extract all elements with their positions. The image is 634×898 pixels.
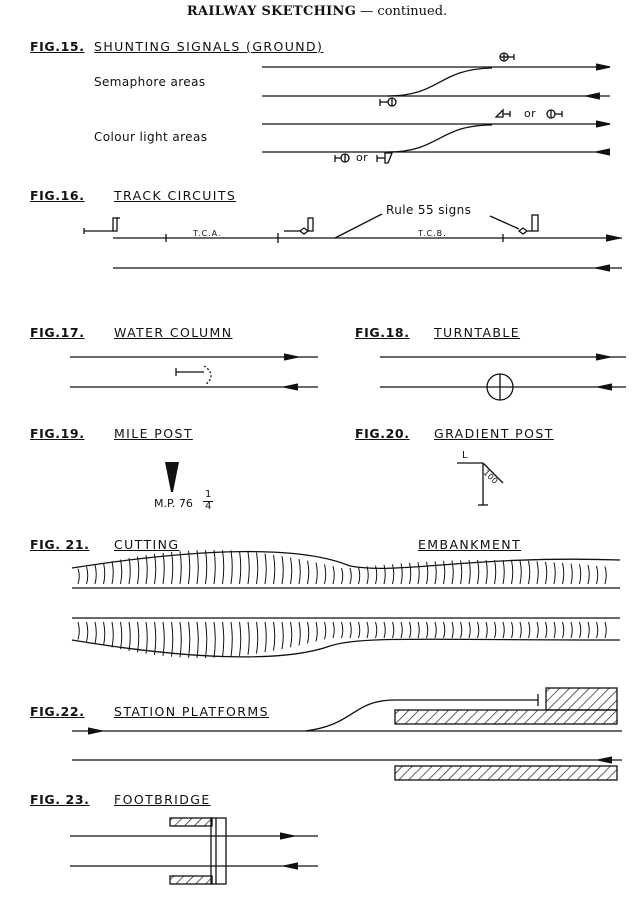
ground-signal-icon [380,98,396,106]
gradient-grade-label: 100 [481,468,500,487]
fig15-title: SHUNTING SIGNALS (GROUND) [94,39,324,54]
ground-signal-icon [500,53,514,61]
fig15-arrow-2 [586,93,600,99]
bank-hatch-stroke [265,622,266,652]
bank-hatch-stroke [376,566,377,584]
bank-hatch-stroke [478,560,479,584]
fig20-number: FIG.20. [355,426,410,441]
bank-hatch-stroke [231,551,232,584]
bank-hatch-stroke [121,560,122,584]
platform-lower [395,766,617,780]
bank-hatch-stroke [571,564,572,584]
bank-hatch-stroke [172,552,173,584]
bank-hatch-stroke [435,561,436,584]
bank-hatch-stroke [138,622,139,652]
bank-hatch-stroke [121,622,122,649]
fig16-signal-mid [284,218,313,234]
bank-hatch-stroke [546,562,547,584]
bank-hatch-stroke [325,564,326,584]
fig16-number: FIG.16. [30,188,85,203]
bank-hatch-stroke [155,622,156,655]
fig22-number: FIG.22. [30,704,85,719]
bank-hatch-stroke [401,564,402,584]
bank-hatch-stroke [129,558,130,584]
embankment-hatching-top [78,550,606,584]
bank-hatch-stroke [333,622,334,638]
mile-post-frac-den: 4 [205,501,212,512]
bank-hatch-stroke [138,557,139,584]
bank-hatch-stroke [469,622,470,638]
ground-signal-icon [335,154,349,162]
bank-hatch-stroke [495,560,496,584]
bank-hatch-stroke [580,622,581,638]
bank-hatch-stroke [206,622,207,658]
fig18-diagram [380,354,626,400]
fig15-diagram [262,53,610,163]
bank-hatch-stroke [248,552,249,584]
fig16-tca-label: T.C.A. [193,229,222,238]
fig17-arrow-1 [284,354,298,360]
fig16-arrow-1 [606,235,620,241]
bank-hatch-stroke [112,622,113,647]
bank-hatch-stroke [163,622,164,656]
bank-hatch-stroke [299,559,300,584]
bank-hatch-stroke [529,561,530,584]
fig19-title: MILE POST [114,426,193,441]
mile-post-frac-num: 1 [205,489,212,500]
bank-hatch-stroke [495,622,496,638]
bank-hatch-stroke [282,622,283,649]
bank-hatch-stroke [87,622,88,642]
bank-hatch-stroke [197,550,198,584]
fig21-cutting-title: CUTTING [114,537,180,552]
bank-hatch-stroke [444,622,445,638]
bank-hatch-stroke [563,622,564,638]
fig15-or-bottom: or [356,151,369,164]
bank-hatch-stroke [512,622,513,638]
bank-hatch-stroke [172,622,173,657]
bank-hatch-stroke [78,622,79,639]
bank-hatch-stroke [376,622,377,638]
fig18-arrow-1 [596,354,610,360]
bank-hatch-stroke [418,622,419,638]
bank-hatch-stroke [333,566,334,584]
bank-hatch-stroke [146,555,147,584]
bank-hatch-stroke [308,561,309,584]
bank-hatch-stroke [282,556,283,584]
footbridge-icon [170,818,226,884]
bank-hatch-stroke [605,622,606,638]
bank-hatch-stroke [342,568,343,584]
gradient-level-label: L [462,450,468,461]
platform-upper [395,710,617,724]
bank-hatch-stroke [350,568,351,584]
fig23-title: FOOTBRIDGE [114,792,211,807]
bank-hatch-stroke [350,622,351,638]
fig23-arrow-2 [284,863,298,869]
bank-hatch-stroke [418,562,419,584]
bank-hatch-stroke [444,561,445,584]
bank-hatch-stroke [359,567,360,584]
bank-hatch-stroke [163,553,164,584]
fig16-arrow-2 [596,265,610,271]
fig17-number: FIG.17. [30,325,85,340]
fig23-diagram [70,818,318,884]
bank-hatch-stroke [78,569,79,584]
water-column-icon [176,366,211,384]
fig15-arrow-3 [596,121,610,127]
bank-hatch-stroke [537,622,538,638]
fig17-diagram [70,354,318,390]
header-suffix: — continued. [360,4,448,19]
fig15-arrow-4 [596,149,610,155]
bank-hatch-stroke [410,622,411,638]
mile-post-icon [165,462,179,492]
fig15-number: FIG.15. [30,39,85,54]
bank-hatch-stroke [155,554,156,584]
fig22-arrow-1 [88,728,102,734]
fig16-title: TRACK CIRCUITS [114,188,237,203]
bank-hatch-stroke [401,622,402,638]
bank-hatch-stroke [461,560,462,584]
bank-hatch-stroke [112,561,113,584]
bank-hatch-stroke [503,560,504,584]
bank-hatch-stroke [87,567,88,584]
fig15-crossover-1 [388,68,492,96]
bank-hatch-stroke [605,567,606,584]
bank-hatch-stroke [257,553,258,584]
fig15-semaphore-label: Semaphore areas [94,75,206,89]
bank-hatch-stroke [393,564,394,584]
fig23-number: FIG. 23. [30,792,90,807]
bank-hatch-stroke [325,622,326,639]
bank-hatch-stroke [129,622,130,651]
bank-hatch-stroke [452,561,453,584]
bank-hatch-stroke [478,622,479,638]
fig20-title: GRADIENT POST [434,426,554,441]
bank-hatch-stroke [214,550,215,584]
bank-hatch-stroke [189,551,190,584]
ground-signal-icon [496,110,510,117]
bank-hatch-stroke [486,560,487,584]
fig16-rule-pointer-left [335,214,382,238]
bank-hatch-stroke [427,622,428,638]
fig23-arrow-1 [280,833,294,839]
ground-signal-icon [547,110,562,118]
fig18-title: TURNTABLE [434,325,521,340]
bank-hatch-stroke [291,558,292,584]
bank-hatch-stroke [214,622,215,658]
bank-hatch-stroke [427,562,428,584]
bank-hatch-stroke [308,622,309,643]
bank-hatch-stroke [223,550,224,584]
fig21-number: FIG. 21. [30,537,90,552]
fig16-rule-label: Rule 55 signs [386,203,472,217]
bank-hatch-stroke [580,564,581,584]
bank-hatch-stroke [503,622,504,638]
fig15-or-top: or [524,107,537,120]
bank-hatch-stroke [206,550,207,584]
bank-hatch-stroke [104,563,105,584]
bank-hatch-stroke [231,622,232,657]
fig18-number: FIG.18. [355,325,410,340]
bank-hatch-stroke [95,565,96,584]
bank-hatch-stroke [512,560,513,584]
fig18-arrow-2 [598,384,612,390]
bank-hatch-stroke [248,622,249,655]
fig16-rule-pointer-right [490,216,519,229]
fig22-title: STATION PLATFORMS [114,704,269,719]
bank-hatch-stroke [554,622,555,638]
bank-hatch-stroke [435,622,436,638]
fig16-signal-left [84,218,120,234]
bank-hatch-stroke [597,566,598,584]
bank-hatch-stroke [520,561,521,584]
gradient-post-icon [457,463,503,505]
bank-hatch-stroke [452,622,453,638]
bank-hatch-stroke [367,622,368,638]
header-title: RAILWAY SKETCHING [186,4,357,19]
bank-hatch-stroke [223,622,224,657]
fig16-signal-right [519,215,538,234]
bank-hatch-stroke [384,622,385,638]
fig19-number: FIG.19. [30,426,85,441]
bank-hatch-stroke [469,560,470,584]
bank-hatch-stroke [520,622,521,638]
bank-hatch-stroke [291,622,292,647]
bank-hatch-stroke [486,622,487,638]
mile-post-label: M.P. 76 [154,497,193,510]
bank-hatch-stroke [197,622,198,658]
bank-hatch-stroke [571,622,572,638]
fig21-diagram [72,550,620,658]
bank-hatch-stroke [537,561,538,584]
bank-hatch-stroke [180,622,181,657]
platform-upper-end [546,688,617,710]
bank-hatch-stroke [274,555,275,584]
fig16-tcb-label: T.C.B. [418,229,447,238]
bank-hatch-stroke [588,565,589,584]
bank-hatch-stroke [104,622,105,645]
fig17-arrow-2 [284,384,298,390]
bank-hatch-stroke [367,566,368,584]
fig22-arrow-2 [598,757,612,763]
bank-hatch-stroke [257,622,258,654]
bank-hatch-stroke [240,622,241,656]
fig17-title: WATER COLUMN [114,325,233,340]
bank-hatch-stroke [274,622,275,651]
bank-hatch-stroke [180,551,181,584]
bank-hatch-stroke [393,622,394,638]
bank-hatch-stroke [240,551,241,584]
bank-hatch-stroke [588,622,589,638]
bank-hatch-stroke [384,565,385,584]
bank-hatch-stroke [563,563,564,584]
fig21-embankment-title: EMBANKMENT [418,537,522,552]
fig15-colour-label: Colour light areas [94,130,208,144]
bank-hatch-stroke [597,622,598,638]
bank-hatch-stroke [410,563,411,584]
fig15-crossover-2 [388,125,492,152]
bank-hatch-stroke [546,622,547,638]
bank-hatch-stroke [554,562,555,584]
bank-hatch-stroke [529,622,530,638]
bank-hatch-stroke [359,622,360,638]
fig15-arrow-1 [596,64,610,70]
bank-hatch-stroke [265,554,266,584]
bank-hatch-stroke [342,622,343,638]
bank-hatch-stroke [316,563,317,584]
fig22-diagram [72,688,622,780]
bank-hatch-stroke [95,622,96,644]
bank-hatch-stroke [189,622,190,658]
bank-hatch-stroke [146,622,147,654]
bank-hatch-stroke [299,622,300,645]
fig16-diagram [84,214,622,271]
bank-hatch-stroke [316,622,317,641]
ground-signal-icon [377,153,392,163]
bank-hatch-stroke [461,622,462,638]
